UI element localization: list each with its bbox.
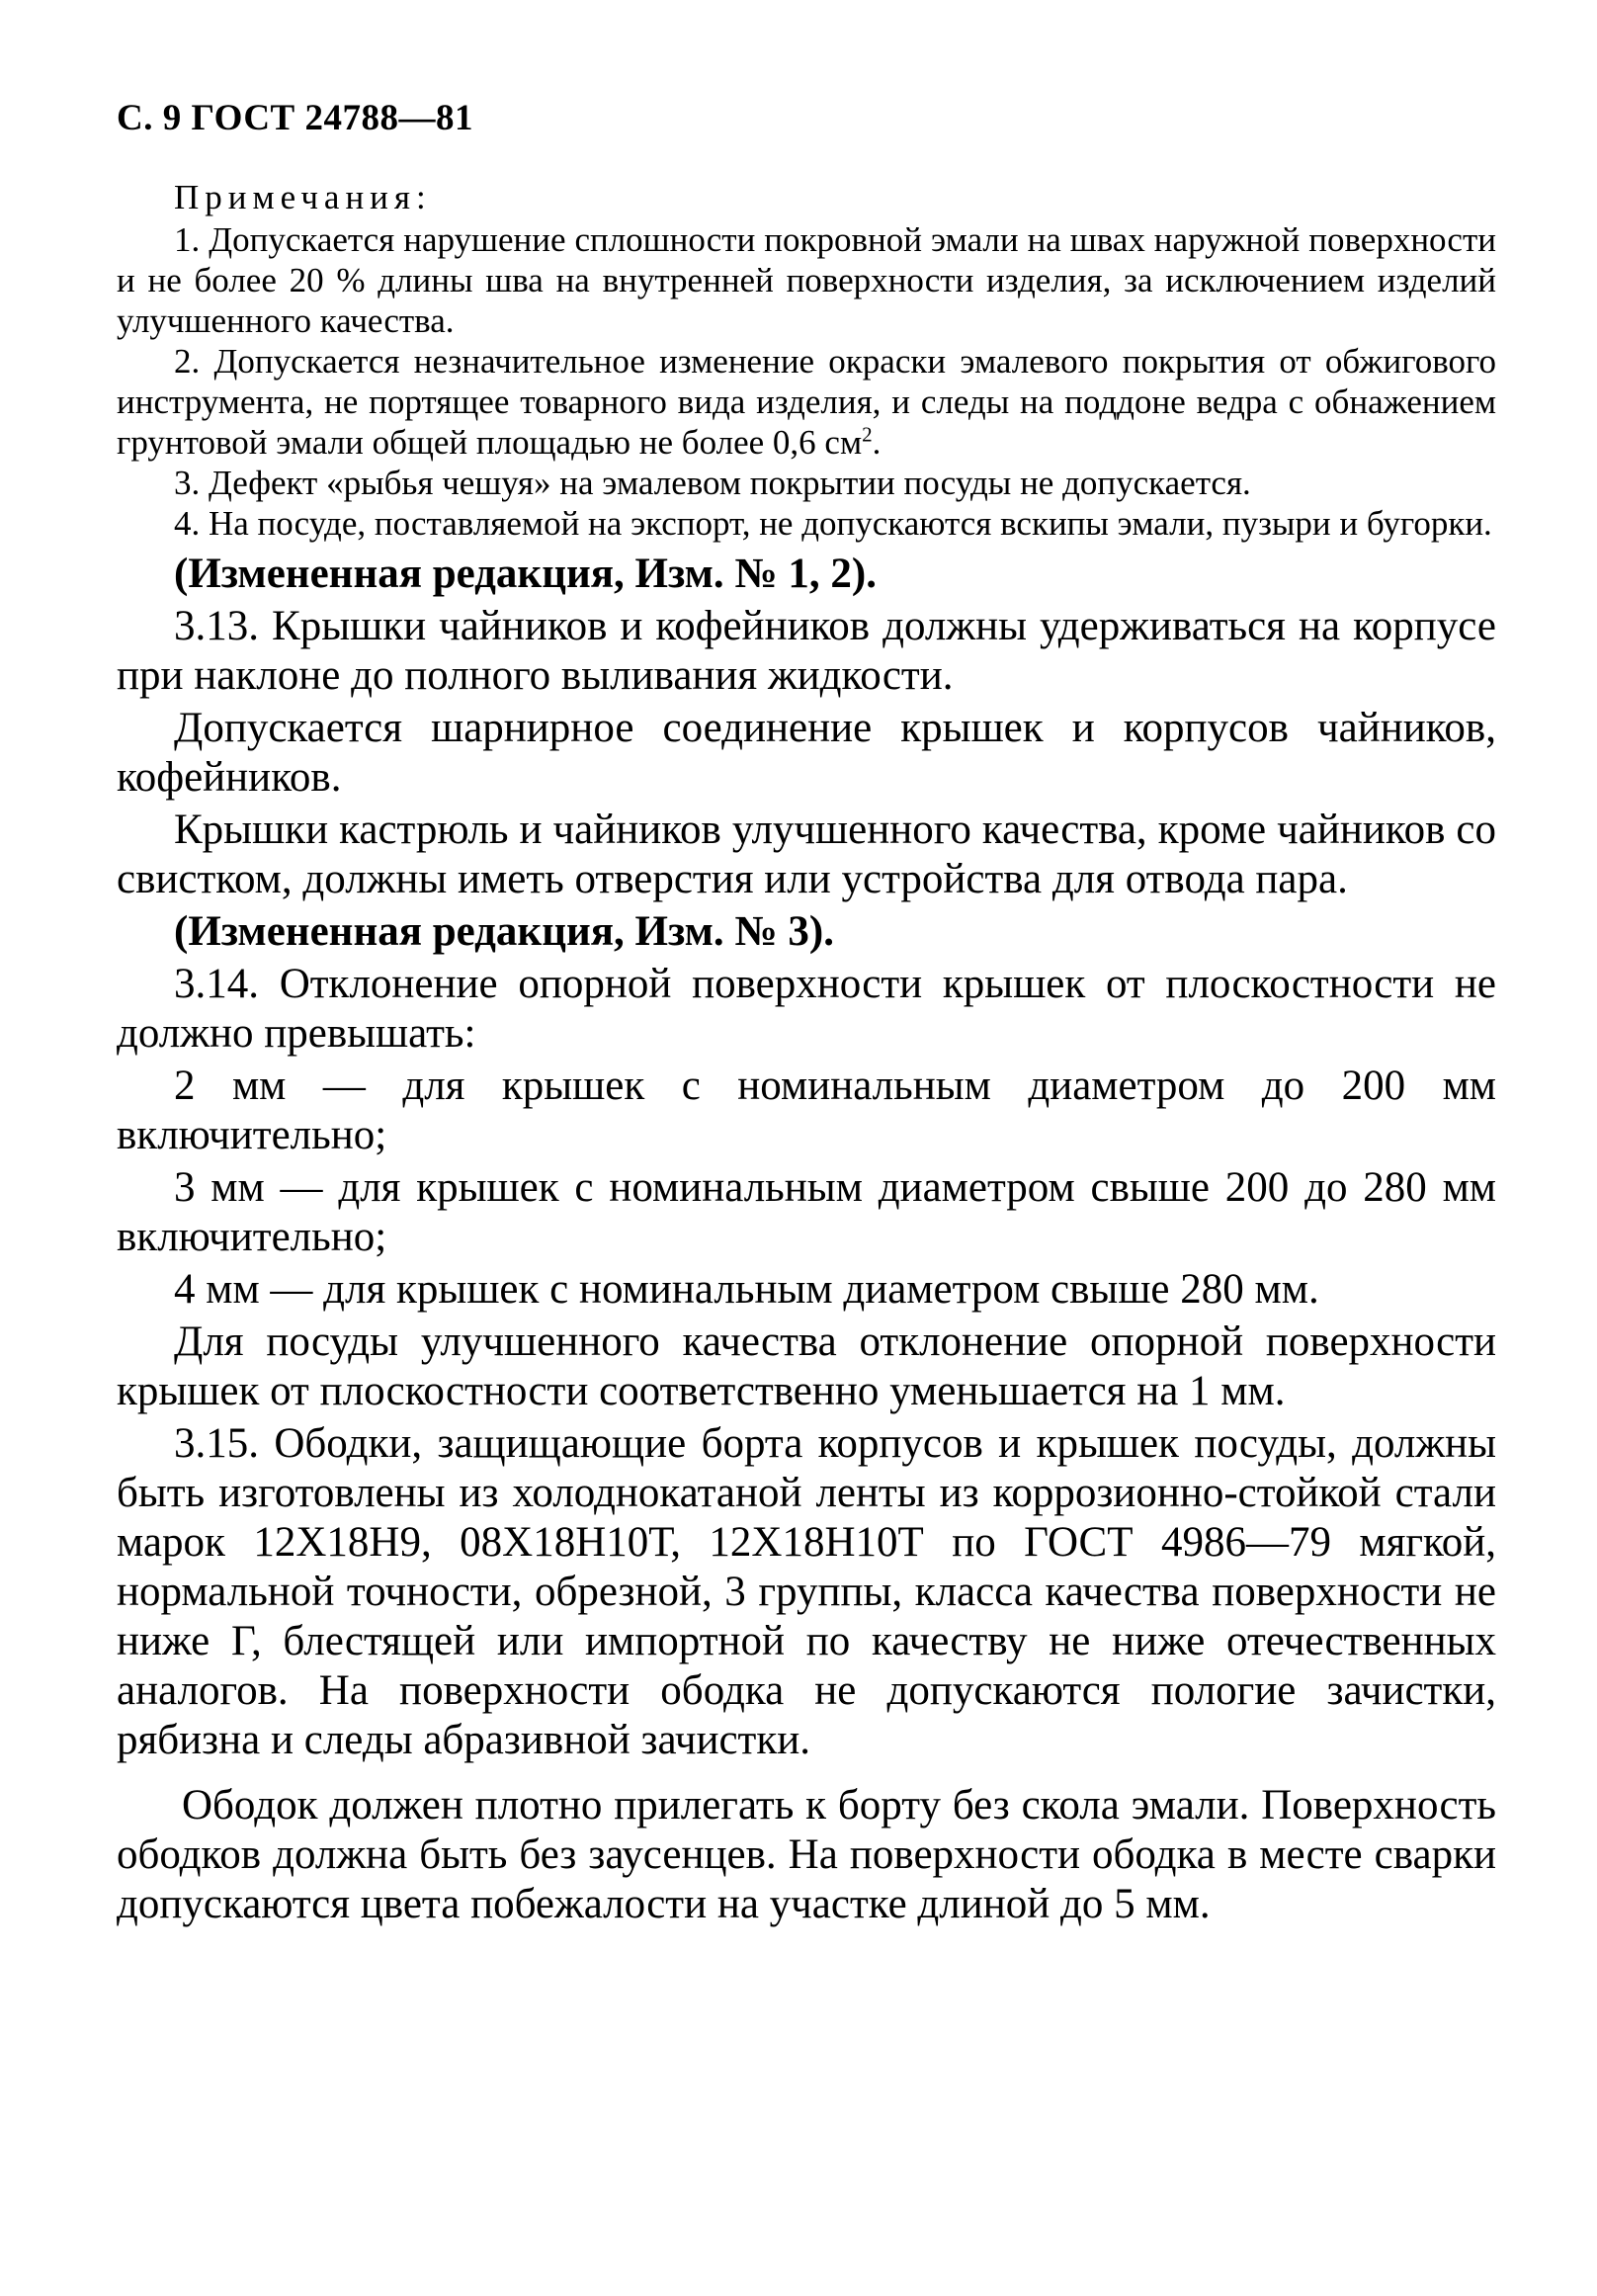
- clause-3-13: 3.13. Крышки чайников и кофейников должны удерживаться на корпусе при наклоне до полного выливания жидкости.: [117, 603, 1496, 699]
- clause-3-15: 3.15. Ободки, защищающие борта корпусов и крышек посуды, должны быть изготовлены из холоднокатаной ленты из коррозионно-стойкой стали марок 12Х18Н9, 08Х18Н10Т, 12Х18Н10Т по ГОСТ 4986—79 мягкой, нормальной точности, обрезной, 3 группы, класса качества поверхности не ниже Г, блестящей или импортной по качеству не ниже отечественных аналогов. На поверхности ободка не допускаются пологие зачистки, рябизна и следы абразивной зачистки.: [117, 1420, 1496, 1763]
- note-3: 3. Дефект «рыбья чешуя» на эмалевом покрытии посуды не допускается.: [174, 464, 1251, 502]
- main-text: [117, 550, 1496, 1929]
- note-4: 4. На посуде, поставляемой на экспорт, не допускаются вскипы эмали, пузыри и бугорки.: [174, 504, 1492, 543]
- note-2-period: .: [872, 423, 882, 462]
- clause-3-14-item-1: 2 мм — для крышек с номинальным диаметром до 200 мм включительно;: [117, 1063, 1496, 1158]
- document-page: [117, 97, 1496, 1932]
- edition-note-1: (Измененная редакция, Изм. № 1, 2).: [174, 551, 877, 597]
- clause-3-14-item-3: 4 мм — для крышек с номинальным диаметром свыше 280 мм.: [174, 1266, 1319, 1313]
- clause-3-14: 3.14. Отклонение опорной поверхности крышек от плоскостности не должно превышать:: [117, 961, 1496, 1057]
- clause-3-14-item-2: 3 мм — для крышек с номинальным диаметром свыше 200 до 280 мм включительно;: [117, 1164, 1496, 1260]
- note-1: 1. Допускается нарушение сплошности покровной эмали на швах наружной поверхности и не более 20 % длины шва на внутренней поверхности изделия, за исключением изделий улучшенного качества.: [117, 220, 1496, 340]
- page-header: С. 9 ГОСТ 24788—81: [117, 98, 473, 138]
- edition-note-2: (Измененная редакция, Изм. № 3).: [174, 908, 834, 955]
- note-2-superscript: 2: [862, 422, 873, 447]
- note-2: [117, 341, 1496, 463]
- clause-3-15-rim: Ободок должен плотно прилегать к борту без скола эмали. Поверхность ободков должна быть без заусенцев. На поверхности ободка в месте сварки допускаются цвета побежалости на участке длиной до 5 мм.: [117, 1782, 1496, 1927]
- notes-title: Примечания:: [174, 178, 432, 216]
- notes-section: [117, 177, 1496, 544]
- note-2-text: 2. Допускается незначительное изменение окраски эмалевого покрытия от обжигового инструмента, не портящее товарного вида изделия, и следы на поддоне ведра с обнажением грунтовой эмали общей площадью не более 0,6 см: [117, 342, 1496, 462]
- clause-3-14-improved: Для посуды улучшенного качества отклонение опорной поверхности крышек от плоскостности соответственно уменьшается на 1 мм.: [117, 1318, 1496, 1414]
- clause-3-13-vent: Крышки кастрюль и чайников улучшенного качества, кроме чайников со свистком, должны иметь отверстия или устройства для отвода пара.: [117, 807, 1496, 902]
- clause-3-13-hinge: Допускается шарнирное соединение крышек и корпусов чайников, кофейников.: [117, 705, 1496, 801]
